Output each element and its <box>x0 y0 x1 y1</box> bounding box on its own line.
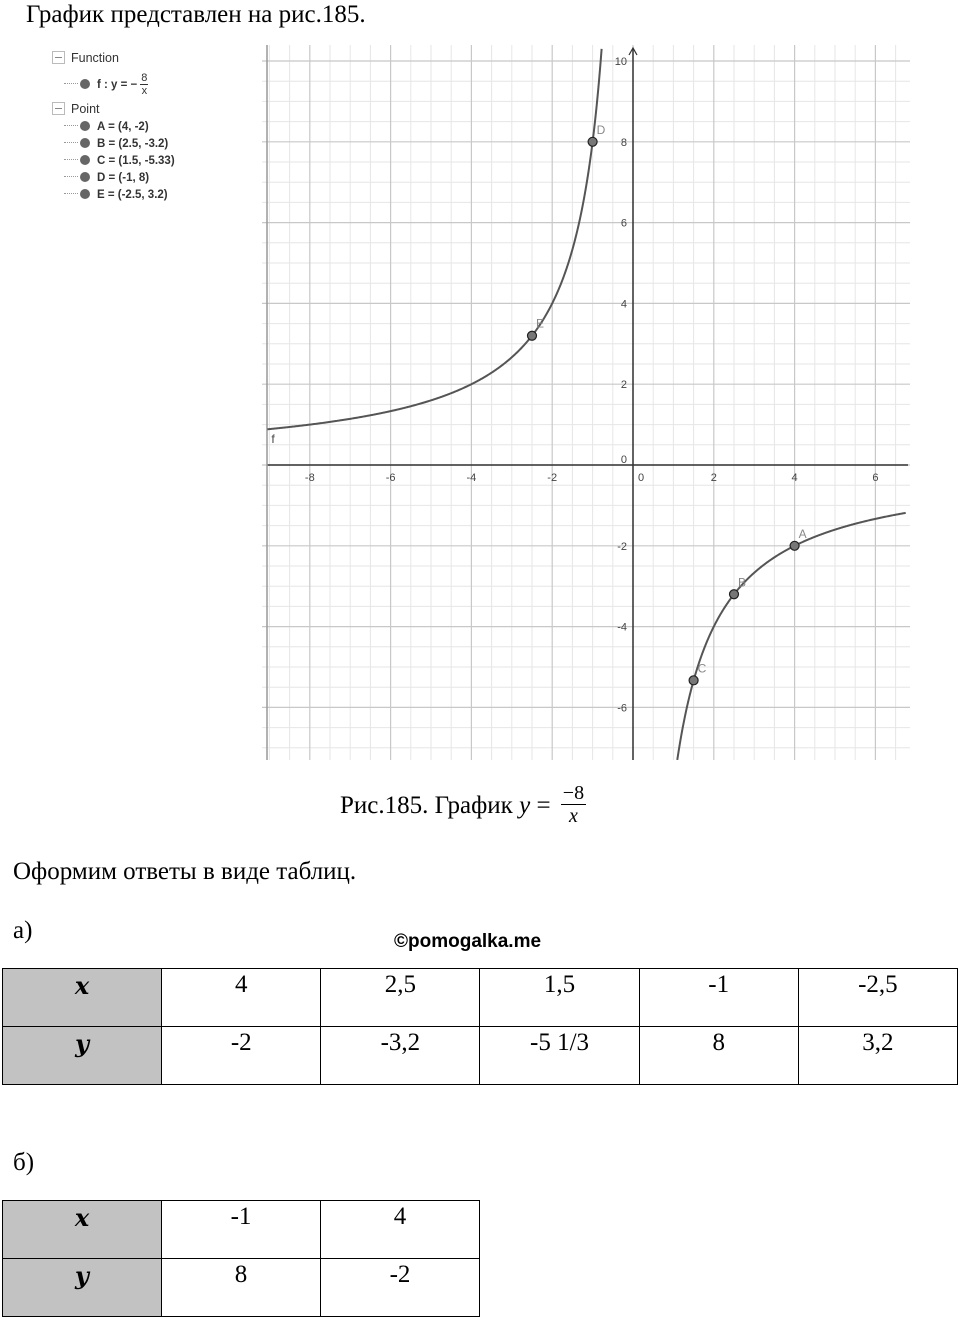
visibility-dot-icon[interactable] <box>80 189 90 199</box>
x-tick-label: -6 <box>385 472 396 484</box>
point-category-label: Point <box>71 102 100 116</box>
function-category[interactable] <box>52 50 252 67</box>
cell-x: -2,5 <box>798 969 957 1027</box>
axes <box>267 45 908 760</box>
table-row-y <box>3 1259 480 1317</box>
point-category[interactable] <box>52 101 252 118</box>
point-label: B = (2.5, -3.2) <box>97 138 169 150</box>
collapse-icon[interactable] <box>52 51 65 64</box>
header-x: x <box>3 1201 162 1259</box>
visibility-dot-icon[interactable] <box>80 121 90 131</box>
function-fraction: $\frac{8}{x}$ <box>141 72 148 98</box>
algebra-view <box>52 50 252 203</box>
cell-x: -1 <box>162 1201 321 1259</box>
caption-prefix: Рис.185. График <box>340 792 520 820</box>
curve-label-f: f <box>271 431 275 446</box>
function-label: f : y = − <box>97 79 138 91</box>
x-tick-label: -2 <box>547 472 558 484</box>
header-x: x <box>3 969 162 1027</box>
points <box>528 123 807 685</box>
point-B <box>730 590 739 599</box>
cell-y: 3,2 <box>798 1027 957 1085</box>
point-item[interactable] <box>52 152 252 169</box>
cell-y: -5 1/3 <box>480 1027 639 1085</box>
y-tick-label: 8 <box>620 136 627 149</box>
cell-y: 8 <box>639 1027 798 1085</box>
answer-intro: Оформим ответы в виде таблиц. <box>13 858 357 885</box>
x-tick-label: -8 <box>304 472 315 484</box>
point-label-B: B <box>738 575 747 590</box>
y-tick-label: 4 <box>620 298 627 311</box>
point-item[interactable] <box>52 186 252 203</box>
header-y: y <box>3 1027 162 1085</box>
function-item[interactable] <box>52 67 252 101</box>
curve-f-right-branch <box>677 513 905 760</box>
x-tick-label: 2 <box>710 472 717 484</box>
cell-x: 4 <box>321 1201 480 1259</box>
point-label-A: A <box>798 526 807 541</box>
figure-caption <box>340 782 586 830</box>
y-tick-label: 0 <box>620 454 627 466</box>
header-y: y <box>3 1259 162 1317</box>
point-label-E: E <box>536 316 545 331</box>
part-b-label: б) <box>13 1149 35 1176</box>
table-row-x <box>3 1201 480 1259</box>
point-C <box>689 676 698 685</box>
point-item[interactable] <box>52 135 252 152</box>
curve-f-left-branch <box>267 49 601 429</box>
point-label: D = (-1, 8) <box>97 172 150 184</box>
caption-var: y <box>519 792 531 820</box>
grid-major <box>262 45 910 760</box>
cell-x: 4 <box>162 969 321 1027</box>
grid-minor <box>262 45 910 760</box>
point-label: E = (-2.5, 3.2) <box>97 189 168 201</box>
visibility-dot-icon[interactable] <box>80 79 90 89</box>
table-a <box>2 968 958 1085</box>
cell-x: -1 <box>639 969 798 1027</box>
caption-fraction: $\frac{-8}{x}$ <box>562 782 585 827</box>
collapse-icon[interactable] <box>52 102 65 115</box>
x-tick-label: 4 <box>791 472 798 484</box>
point-item[interactable] <box>52 169 252 186</box>
point-label-C: C <box>697 661 707 676</box>
y-tick-label: -4 <box>617 621 627 634</box>
table-row-y <box>3 1027 958 1085</box>
y-tick-label: -2 <box>617 540 627 553</box>
cell-y: -2 <box>162 1027 321 1085</box>
cell-y: -3,2 <box>321 1027 480 1085</box>
function-category-label: Function <box>71 51 119 65</box>
part-a-label: а) <box>13 917 33 944</box>
table-row-x <box>3 969 958 1027</box>
cell-x: 1,5 <box>480 969 639 1027</box>
point-label-D: D <box>596 122 606 137</box>
x-tick-label: -4 <box>466 472 477 484</box>
cell-y: 8 <box>162 1259 321 1317</box>
y-tick-label: 2 <box>620 379 627 392</box>
visibility-dot-icon[interactable] <box>80 172 90 182</box>
y-tick-label: 6 <box>620 217 627 230</box>
caption-eq: = <box>530 792 557 820</box>
x-tick-label: 0 <box>637 472 645 484</box>
watermark: ©pomogalka.me <box>394 931 542 952</box>
point-D <box>588 137 597 146</box>
point-label: C = (1.5, -5.33) <box>97 155 175 167</box>
y-tick-label: 10 <box>614 56 627 68</box>
point-A <box>790 541 799 550</box>
table-b <box>2 1200 480 1317</box>
visibility-dot-icon[interactable] <box>80 138 90 148</box>
y-tick-label: -6 <box>617 702 627 715</box>
x-tick-label: 6 <box>872 472 879 484</box>
point-item[interactable] <box>52 118 252 135</box>
visibility-dot-icon[interactable] <box>80 155 90 165</box>
point-label: A = (4, -2) <box>97 121 149 133</box>
cell-x: 2,5 <box>321 969 480 1027</box>
point-E <box>528 331 537 340</box>
cell-y: -2 <box>321 1259 480 1317</box>
function-graph[interactable] <box>262 45 910 760</box>
intro-text: График представлен на рис.185. <box>26 1 366 28</box>
